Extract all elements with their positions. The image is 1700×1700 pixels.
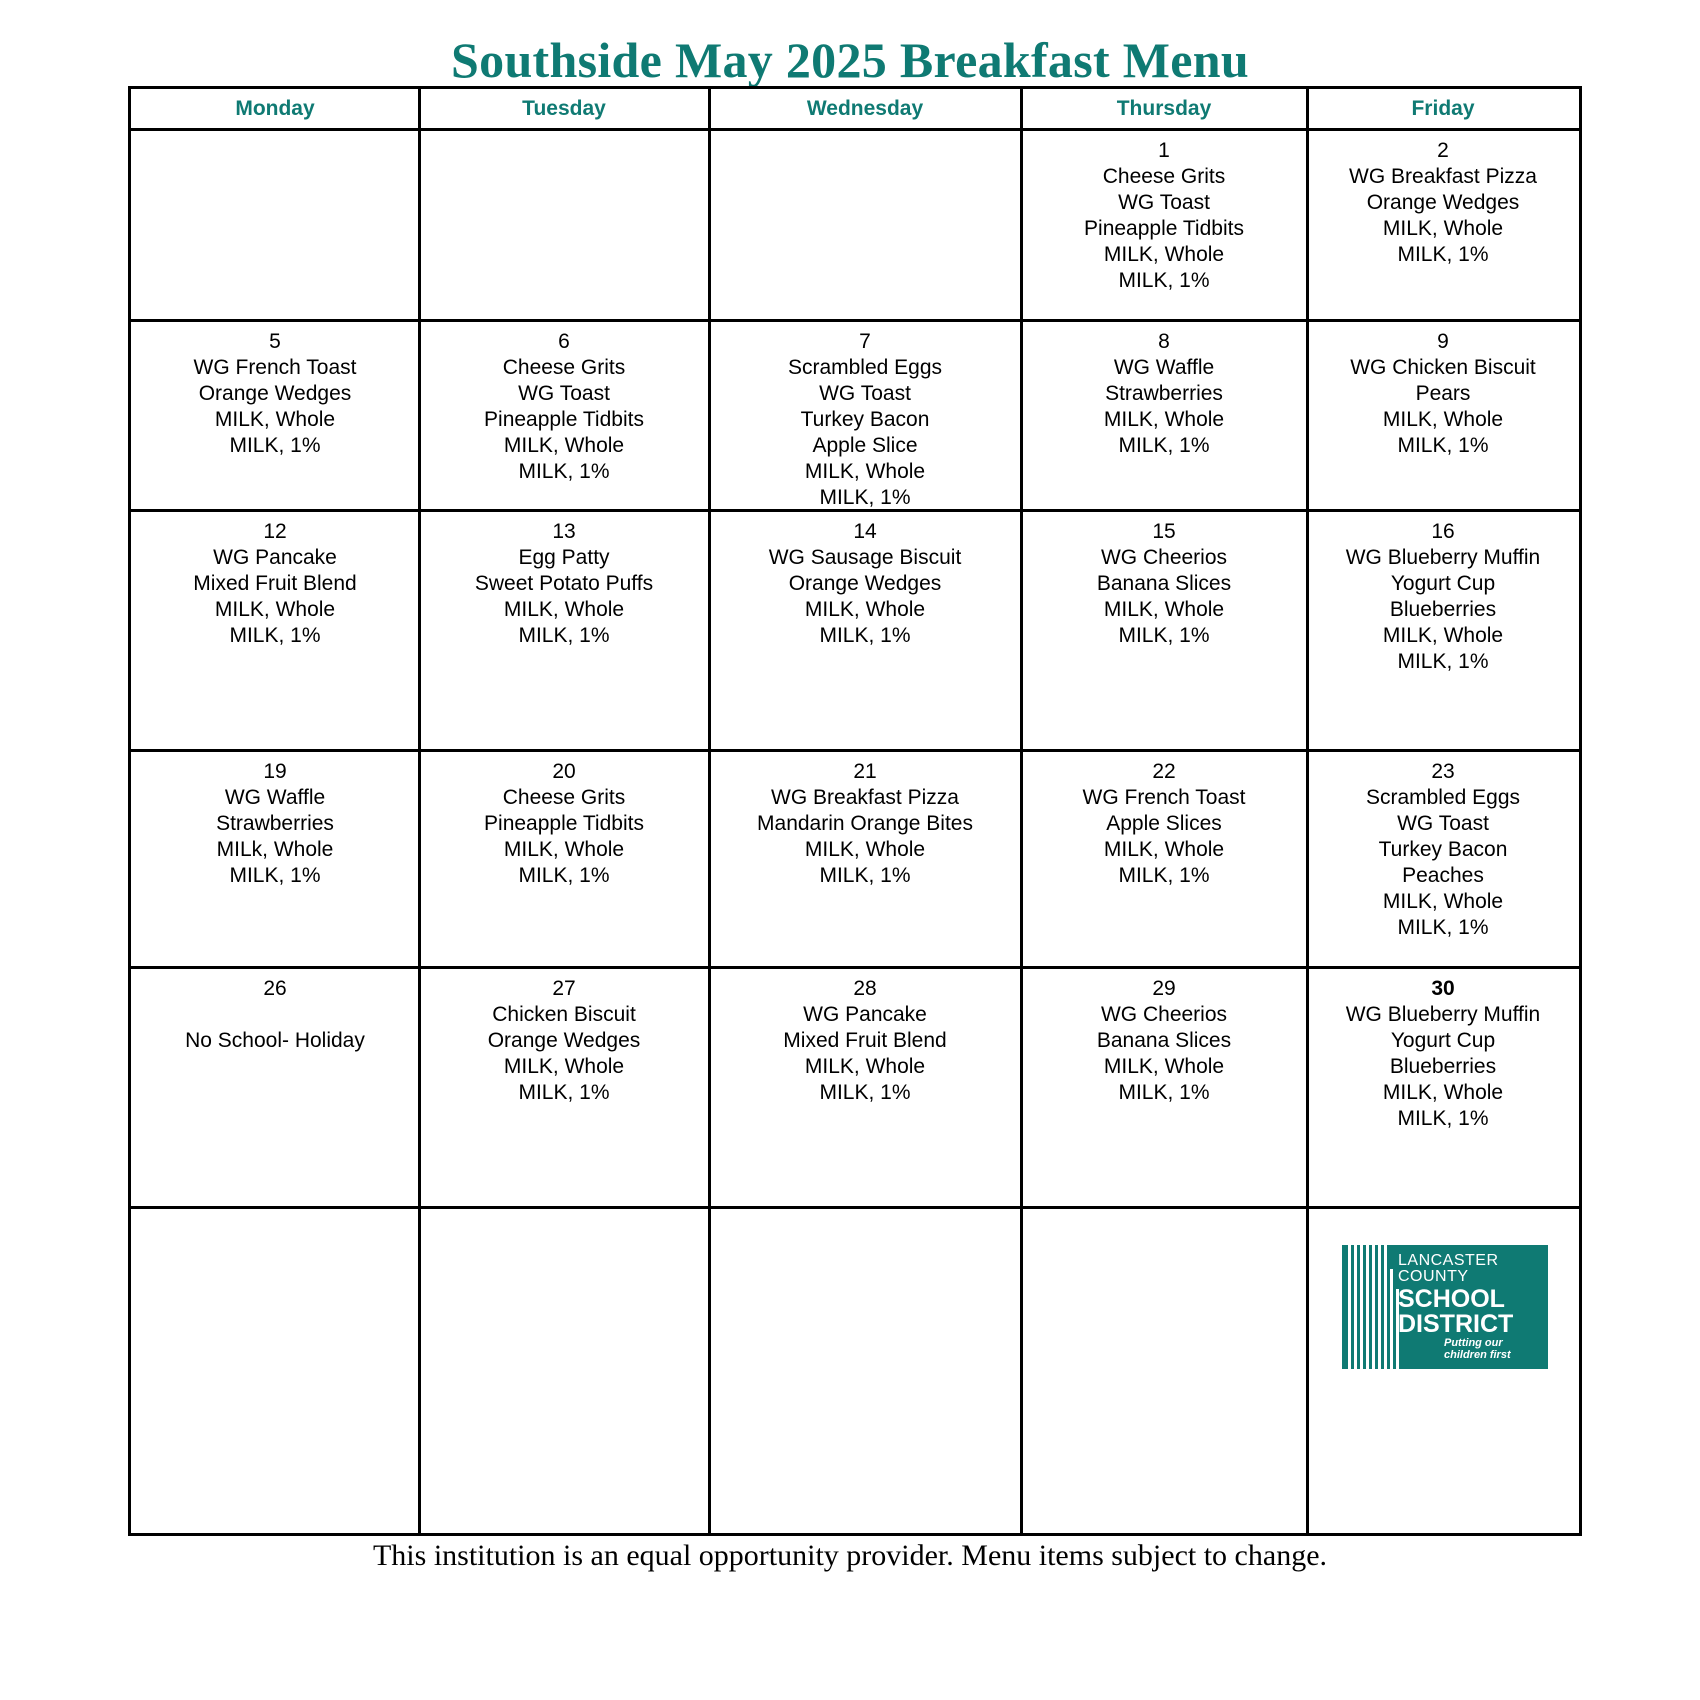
day-cell bbox=[1021, 759, 1307, 889]
menu-item: Strawberries bbox=[216, 812, 334, 835]
menu-item: MILK, 1% bbox=[1118, 624, 1210, 647]
menu-item: Pineapple Tidbits bbox=[484, 812, 644, 835]
day-header-friday: Friday bbox=[1411, 97, 1475, 120]
menu-item: Peaches bbox=[1402, 864, 1484, 887]
spacer bbox=[131, 1002, 419, 1028]
menu-item: Blueberries bbox=[1389, 1055, 1497, 1078]
menu-item: MILK, Whole bbox=[1382, 890, 1504, 913]
menu-item: WG Pancake bbox=[213, 546, 337, 569]
logo-line-2: COUNTY bbox=[1398, 1268, 1469, 1285]
menu-item: Banana Slices bbox=[1096, 1029, 1232, 1052]
menu-item: MILK, 1% bbox=[518, 460, 610, 483]
menu-item: WG Pancake bbox=[803, 1003, 927, 1026]
day-cell bbox=[131, 976, 419, 1054]
menu-item: MILK, Whole bbox=[503, 1055, 625, 1078]
menu-item: WG Blueberry Muffin bbox=[1345, 1003, 1541, 1026]
day-cell bbox=[419, 519, 709, 649]
day-number: 5 bbox=[269, 330, 281, 353]
day-number: 26 bbox=[263, 977, 287, 1000]
footer-disclaimer: This institution is an equal opportunity provider. Menu items subject to change. bbox=[372, 1539, 1328, 1572]
menu-item: Apple Slice bbox=[812, 434, 918, 457]
day-number: 21 bbox=[853, 760, 877, 783]
menu-item: Pineapple Tidbits bbox=[484, 408, 644, 431]
menu-item: MILK, Whole bbox=[1103, 598, 1225, 621]
day-cell bbox=[709, 759, 1021, 889]
logo-tagline bbox=[1444, 1337, 1511, 1361]
menu-item: Mixed Fruit Blend bbox=[783, 1029, 947, 1052]
menu-item: MILK, 1% bbox=[1118, 1081, 1210, 1104]
menu-item: MILK, 1% bbox=[1397, 1107, 1489, 1130]
menu-item: MILK, Whole bbox=[1382, 624, 1504, 647]
menu-item: WG Cheerios bbox=[1100, 1003, 1228, 1026]
day-cell bbox=[131, 759, 419, 889]
menu-item: MILK, 1% bbox=[518, 864, 610, 887]
menu-item: WG Toast bbox=[1118, 191, 1210, 214]
menu-item: MILK, Whole bbox=[214, 598, 336, 621]
day-header-monday: Monday bbox=[235, 97, 315, 120]
menu-item: MILK, Whole bbox=[503, 598, 625, 621]
grid-horizontal-line bbox=[131, 319, 1579, 322]
day-number: 27 bbox=[552, 977, 576, 1000]
menu-item: Orange Wedges bbox=[788, 572, 942, 595]
menu-item: MILK, Whole bbox=[804, 598, 926, 621]
menu-item: MILK, 1% bbox=[1118, 864, 1210, 887]
menu-item: Turkey Bacon bbox=[800, 408, 930, 431]
menu-item: Banana Slices bbox=[1096, 572, 1232, 595]
menu-item: Apple Slices bbox=[1106, 812, 1222, 835]
menu-item: WG Breakfast Pizza bbox=[771, 786, 959, 809]
menu-item: Turkey Bacon bbox=[1378, 838, 1508, 861]
menu-item: Scrambled Eggs bbox=[1365, 786, 1521, 809]
logo-bar bbox=[1384, 1245, 1387, 1369]
logo-bar bbox=[1360, 1245, 1363, 1369]
menu-item: MILK, Whole bbox=[1382, 408, 1504, 431]
menu-item: WG Waffle bbox=[224, 786, 326, 809]
day-cell bbox=[419, 976, 709, 1106]
day-number: 30 bbox=[1431, 977, 1455, 1000]
menu-item: Pineapple Tidbits bbox=[1084, 217, 1244, 240]
logo-text bbox=[1398, 1253, 1513, 1337]
logo-bar bbox=[1354, 1245, 1357, 1369]
grid-horizontal-line bbox=[131, 1206, 1579, 1209]
menu-item: MILK, Whole bbox=[1103, 408, 1225, 431]
day-cell bbox=[1307, 138, 1579, 268]
menu-item: MILK, 1% bbox=[1397, 650, 1489, 673]
menu-item: MILK, 1% bbox=[819, 864, 911, 887]
menu-item: MILK, 1% bbox=[819, 1081, 911, 1104]
menu-item: WG Toast bbox=[819, 382, 911, 405]
menu-item: MILk, Whole bbox=[216, 838, 334, 861]
menu-item: MILK, 1% bbox=[819, 486, 911, 509]
logo-line-3: SCHOOL bbox=[1398, 1285, 1505, 1313]
menu-item: WG Blueberry Muffin bbox=[1345, 546, 1541, 569]
menu-item: Strawberries bbox=[1105, 382, 1223, 405]
menu-item: MILK, Whole bbox=[1103, 243, 1225, 266]
menu-item: MILK, Whole bbox=[1382, 1081, 1504, 1104]
logo-tagline-1: Putting our bbox=[1444, 1337, 1503, 1349]
menu-item: Scrambled Eggs bbox=[787, 356, 943, 379]
day-number: 12 bbox=[263, 520, 287, 543]
logo-bar bbox=[1372, 1245, 1375, 1369]
day-cell bbox=[1307, 519, 1579, 675]
menu-item: MILK, 1% bbox=[518, 1081, 610, 1104]
menu-item: WG Cheerios bbox=[1100, 546, 1228, 569]
menu-item: MILK, 1% bbox=[1397, 916, 1489, 939]
menu-item: Mixed Fruit Blend bbox=[193, 572, 357, 595]
menu-item: MILK, Whole bbox=[1103, 1055, 1225, 1078]
menu-item: MILK, 1% bbox=[1397, 243, 1489, 266]
menu-item: WG French Toast bbox=[193, 356, 357, 379]
menu-item: Blueberries bbox=[1389, 598, 1497, 621]
menu-item: MILK, Whole bbox=[503, 434, 625, 457]
day-header-thursday: Thursday bbox=[1116, 97, 1212, 120]
day-cell bbox=[1021, 138, 1307, 294]
day-number: 29 bbox=[1152, 977, 1176, 1000]
day-number: 7 bbox=[859, 330, 871, 353]
page-title: Southside May 2025 Breakfast Menu bbox=[451, 32, 1249, 88]
logo-bar bbox=[1366, 1245, 1369, 1369]
day-cell bbox=[1307, 759, 1579, 941]
menu-item: MILK, 1% bbox=[229, 864, 321, 887]
day-cell bbox=[709, 519, 1021, 649]
day-number: 8 bbox=[1158, 330, 1170, 353]
day-number: 28 bbox=[853, 977, 877, 1000]
grid-horizontal-line bbox=[131, 966, 1579, 969]
logo-tagline-2: children first bbox=[1444, 1349, 1511, 1361]
menu-item: WG Chicken Biscuit bbox=[1350, 356, 1536, 379]
day-cell bbox=[419, 759, 709, 889]
day-number: 20 bbox=[552, 760, 576, 783]
menu-item: MILK, 1% bbox=[229, 624, 321, 647]
menu-item: MILK, 1% bbox=[518, 624, 610, 647]
logo-bar bbox=[1348, 1245, 1351, 1369]
menu-item: MILK, 1% bbox=[1118, 269, 1210, 292]
menu-item: MILK, Whole bbox=[804, 460, 926, 483]
menu-item: Chicken Biscuit bbox=[492, 1003, 636, 1026]
day-number: 9 bbox=[1437, 330, 1449, 353]
day-cell bbox=[1307, 329, 1579, 459]
menu-item: MILK, Whole bbox=[214, 408, 336, 431]
menu-item: MILK, Whole bbox=[1382, 217, 1504, 240]
menu-item: WG Toast bbox=[1397, 812, 1489, 835]
day-cell bbox=[131, 519, 419, 649]
menu-item: MILK, Whole bbox=[503, 838, 625, 861]
day-number: 1 bbox=[1158, 139, 1170, 162]
menu-item: Cheese Grits bbox=[502, 356, 626, 379]
logo-bar bbox=[1378, 1245, 1381, 1369]
menu-item: MILK, Whole bbox=[804, 838, 926, 861]
day-cell bbox=[1307, 976, 1579, 1132]
menu-item: Egg Patty bbox=[518, 546, 610, 569]
menu-item: Pears bbox=[1415, 382, 1471, 405]
menu-item: MILK, 1% bbox=[1118, 434, 1210, 457]
day-cell bbox=[709, 976, 1021, 1106]
logo-line-1: LANCASTER bbox=[1398, 1252, 1499, 1269]
day-number: 13 bbox=[552, 520, 576, 543]
menu-item: Sweet Potato Puffs bbox=[474, 572, 654, 595]
menu-item: Cheese Grits bbox=[1102, 165, 1226, 188]
logo-bar bbox=[1390, 1269, 1393, 1369]
day-number: 14 bbox=[853, 520, 877, 543]
menu-item: Orange Wedges bbox=[198, 382, 352, 405]
menu-item: Mandarin Orange Bites bbox=[757, 812, 973, 835]
day-number: 22 bbox=[1152, 760, 1176, 783]
menu-item: Orange Wedges bbox=[487, 1029, 641, 1052]
menu-item: No School- Holiday bbox=[185, 1029, 365, 1052]
day-cell bbox=[419, 329, 709, 485]
day-cell bbox=[1021, 519, 1307, 649]
district-logo bbox=[1342, 1245, 1548, 1369]
menu-item: WG Toast bbox=[518, 382, 610, 405]
day-cell bbox=[1021, 329, 1307, 459]
day-number: 16 bbox=[1431, 520, 1455, 543]
day-number: 15 bbox=[1152, 520, 1176, 543]
day-number: 19 bbox=[263, 760, 287, 783]
menu-item: MILK, Whole bbox=[804, 1055, 926, 1078]
day-number: 2 bbox=[1437, 139, 1449, 162]
menu-item: WG Breakfast Pizza bbox=[1349, 165, 1537, 188]
day-header-wednesday: Wednesday bbox=[806, 97, 924, 120]
grid-horizontal-line bbox=[131, 749, 1579, 752]
menu-item: WG Waffle bbox=[1113, 356, 1215, 379]
menu-item: Yogurt Cup bbox=[1390, 1029, 1496, 1052]
logo-line-4: DISTRICT bbox=[1398, 1310, 1514, 1338]
menu-item: MILK, 1% bbox=[1397, 434, 1489, 457]
menu-item: MILK, Whole bbox=[1103, 838, 1225, 861]
menu-item: Yogurt Cup bbox=[1390, 572, 1496, 595]
menu-item: MILK, 1% bbox=[819, 624, 911, 647]
day-number: 6 bbox=[558, 330, 570, 353]
menu-item: Cheese Grits bbox=[502, 786, 626, 809]
day-header-tuesday: Tuesday bbox=[522, 97, 606, 120]
menu-item: Orange Wedges bbox=[1366, 191, 1520, 214]
menu-item: WG Sausage Biscuit bbox=[768, 546, 962, 569]
day-cell bbox=[709, 329, 1021, 511]
menu-item: WG French Toast bbox=[1082, 786, 1246, 809]
day-cell bbox=[1021, 976, 1307, 1106]
day-cell bbox=[131, 329, 419, 459]
day-number: 23 bbox=[1431, 760, 1455, 783]
menu-item: MILK, 1% bbox=[229, 434, 321, 457]
